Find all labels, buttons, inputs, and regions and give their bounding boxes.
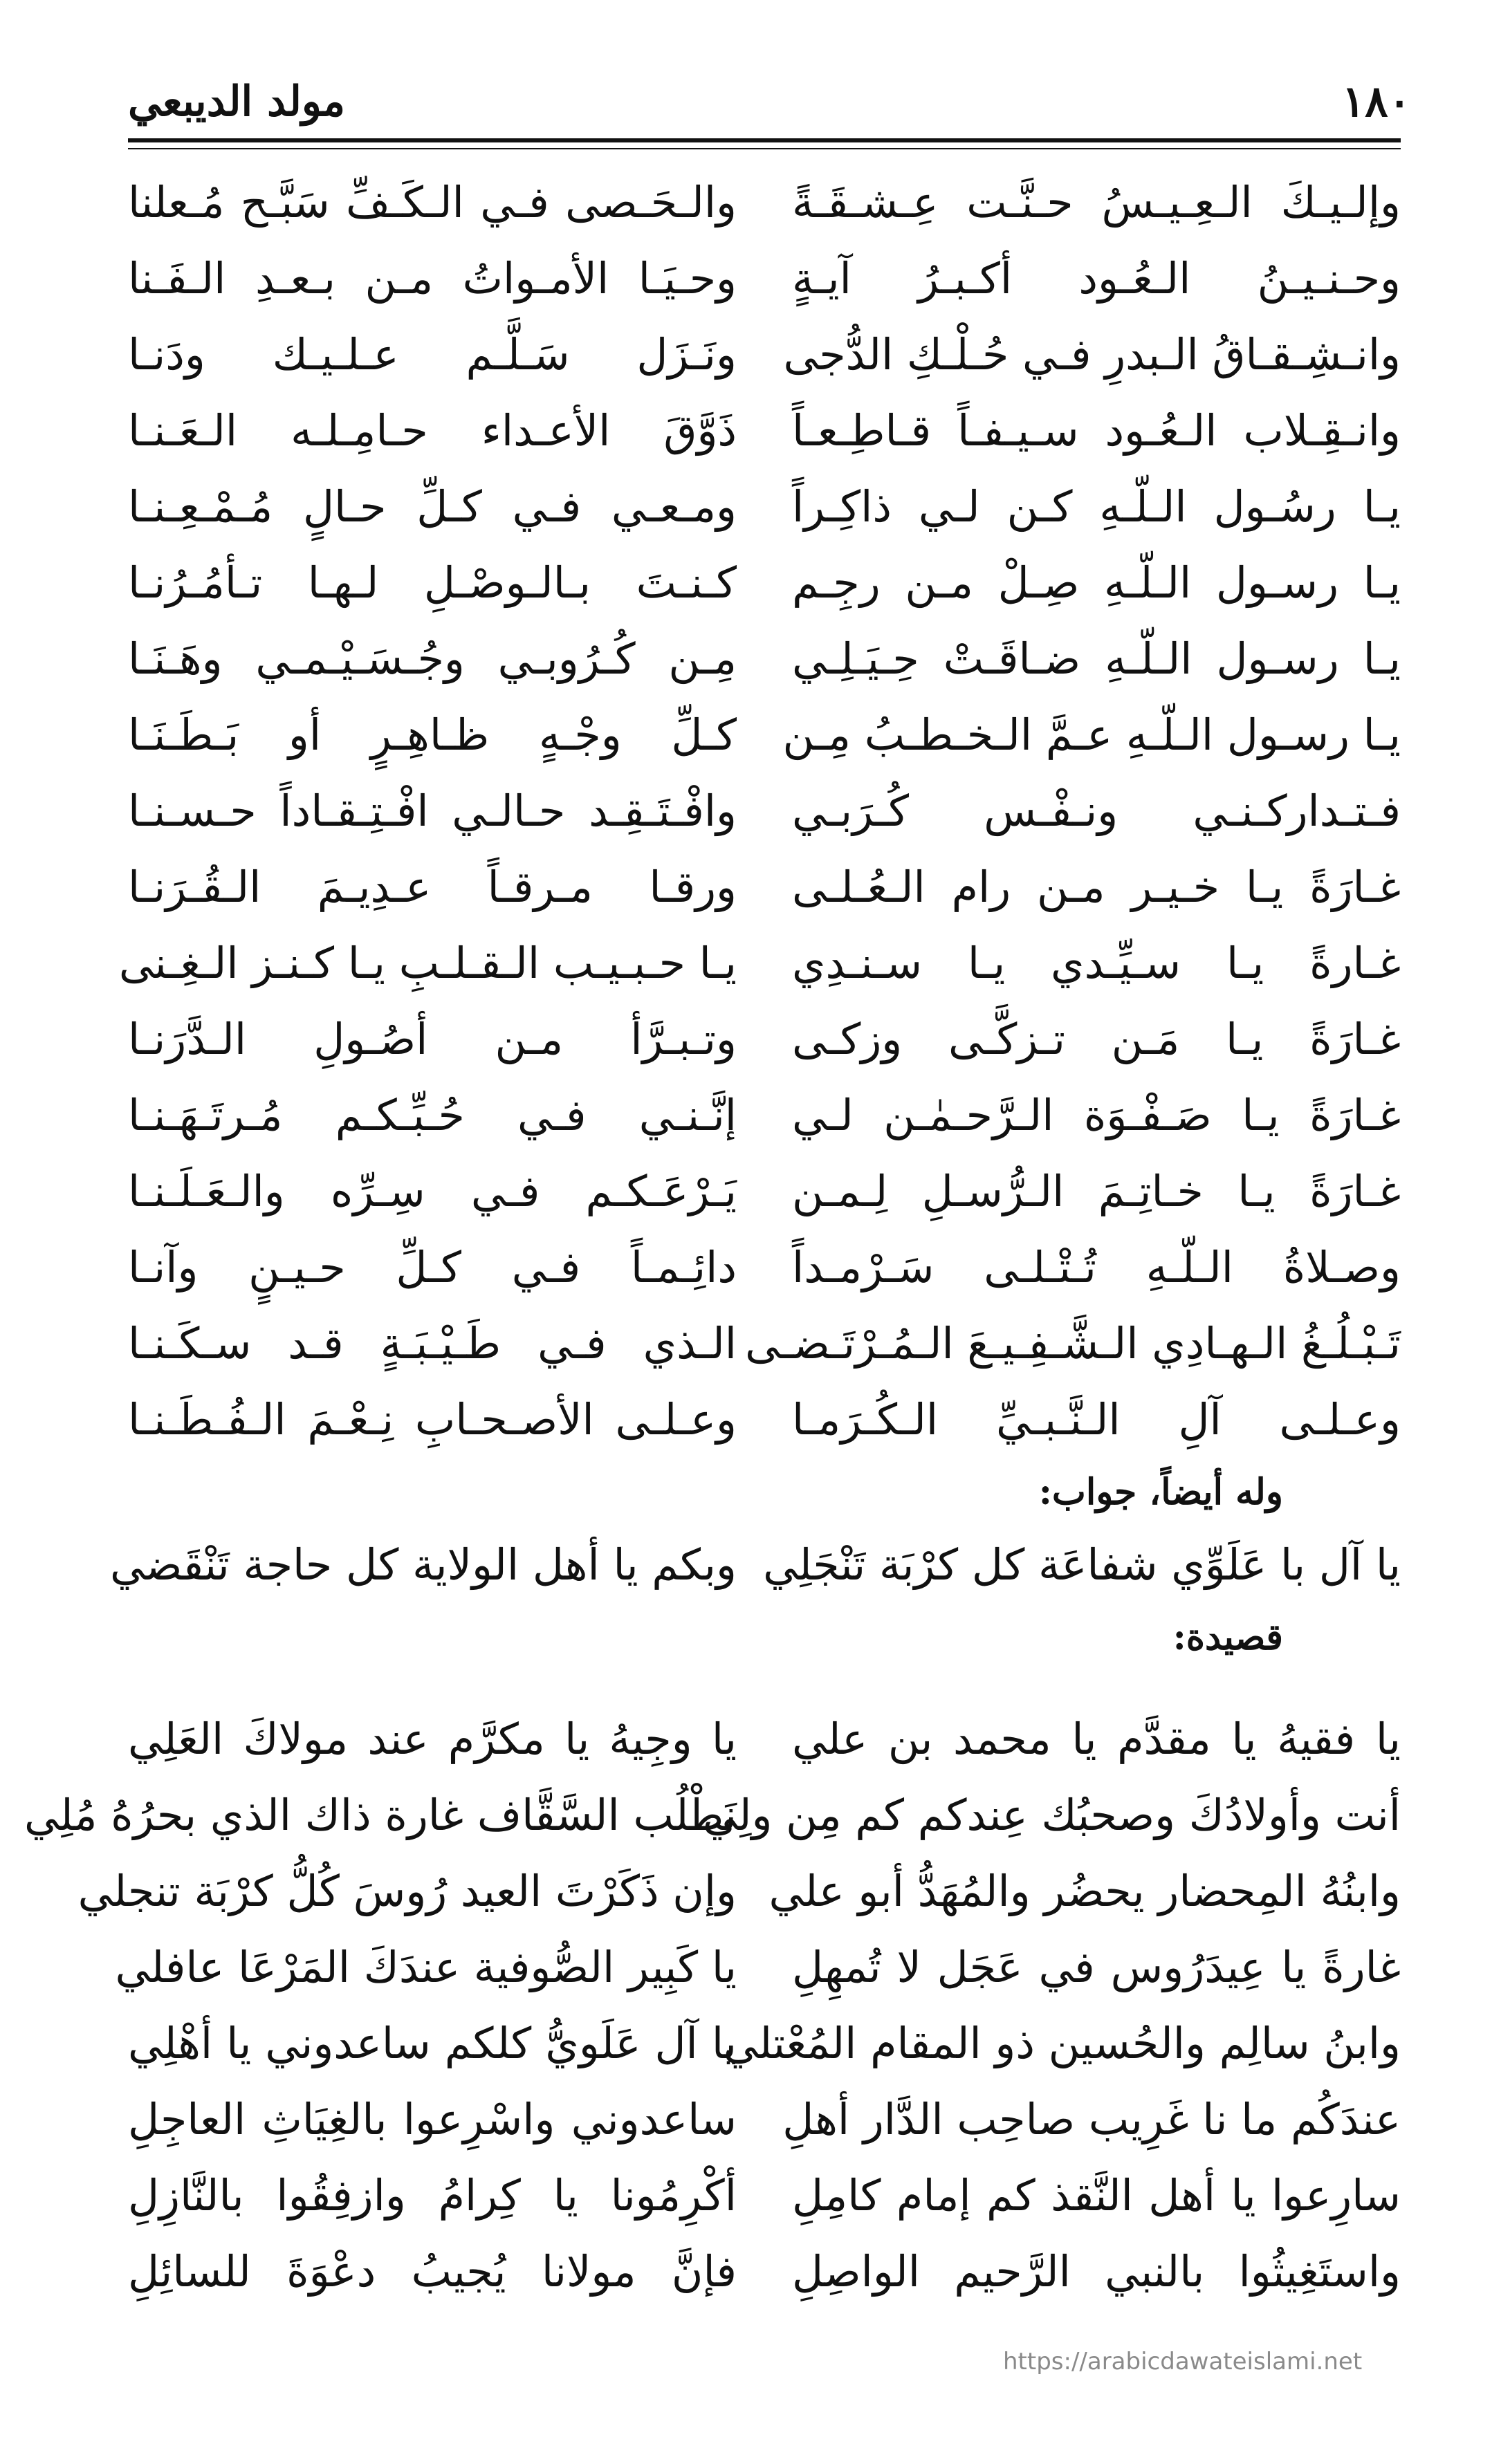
verse-row	[128, 469, 1401, 545]
verse-row	[128, 1306, 1401, 1382]
verse-row	[128, 849, 1401, 925]
verse-first-hemistich: واستَغِيثُوا بالنبي الرَّحيم الواصِلِ	[792, 2246, 1401, 2297]
verse-first-hemistich: وانـقِـلاب الـعُـود سـيـفـاً قـاطِـعـاً	[792, 405, 1401, 456]
verse-second-hemistich: أكْرِمُونا يا كِرامُ وازفِقُوا بالنَّازِلِ	[128, 2170, 737, 2221]
running-title: مولد الديبعي	[128, 77, 346, 126]
verse-second-hemistich: مِـن كُـرُوبـي وجُـسَـيْـمـي وهَـنَـا	[128, 633, 737, 684]
section-heading-answer: وله أيضاً، جواب:	[1038, 1471, 1283, 1513]
verse-row	[128, 697, 1401, 773]
verse-row	[128, 773, 1401, 849]
verse-first-hemistich: غارةً يا عِيدَرُوس في عَجَل لا تُمهِلِ	[792, 1942, 1401, 1992]
verse-first-hemistich: وإلـيـكَ الـعِـيـسُ حـنَّـت عِـشـقَـةً	[792, 177, 1401, 228]
verse-first-hemistich: غـارةً يـا سـيِّـدي يـا سـنـدِي	[792, 938, 1401, 988]
verse-second-hemistich: نَطْلُب السَّقَّاف غارة ذاك الذي بحرُهُ مُلِي	[24, 1790, 737, 1840]
verse-first-hemistich: وحـنـيـنُ الـعُـود أكـبـرُ آيـةٍ	[792, 253, 1401, 304]
verse-row	[128, 2082, 1401, 2158]
page-number: ١٨٠	[1342, 76, 1411, 127]
verse-first-hemistich: يـا رسـول الـلّـهِ عـمَّ الـخـطـبُ مِـن	[782, 710, 1401, 760]
verse-row	[128, 1001, 1401, 1077]
verse-first-hemistich: وابنُهُ المِحضار يحضُر والمُهَدُّ أبو علي	[768, 1866, 1401, 1916]
verse-row	[128, 241, 1401, 317]
verse-second-hemistich: يا آل عَلَويُّ كلكم ساعدوني يا أهْلِي	[128, 2018, 737, 2068]
verse-first-hemistich: سارِعوا يا أهل النَّقذ كم إمام كامِلِ	[792, 2170, 1401, 2221]
verse-row	[128, 545, 1401, 621]
verse-row	[128, 1077, 1401, 1154]
verse-second-hemistich: وتـبـرَّأ مـن أصُـولِ الـدَّرَنـا	[128, 1014, 737, 1064]
verse-first-hemistich: يـا رسـول الـلّـهِ صِـلْ مـن رجِـم	[792, 557, 1401, 608]
verse-row	[128, 1230, 1401, 1306]
verse-second-hemistich: يا كَبِير الصُّوفية عندَكَ المَرْعَا عافلي	[115, 1942, 737, 1992]
page-header	[0, 0, 1510, 145]
verse-first-hemistich: أنت وأولادُكَ وصحبُك عِندكم كم مِن ولِي	[702, 1790, 1401, 1840]
verse-second-hemistich: ونَـزَل سَـلَّـم عـلـيـك ودَنـا	[128, 329, 737, 380]
verse-second-hemistich: ومـعـي فـي كـلِّ حـالٍ مُـمْـعِـنـا	[128, 481, 737, 532]
header-rule-thick	[128, 138, 1401, 142]
verse-row	[128, 2234, 1401, 2310]
verse-first-hemistich: وانـشِـقـاقُ الـبدرِ فـي حُـلْـكِ الدُّجى	[783, 329, 1401, 380]
verse-first-hemistich: غـارَةً يـا صَـفْـوَة الـرَّحـمٰـن لـي	[792, 1090, 1401, 1140]
verse-row	[128, 621, 1401, 697]
verse-second-hemistich: والـحَـصى فـي الـكَـفِّ سَبَّـح مُـعلنا	[128, 177, 737, 228]
verse-second-hemistich: يا وجِيهُ يا مكرَّم عند مولاكَ العَلِي	[128, 1714, 737, 1764]
verse-row	[128, 317, 1401, 393]
verse-second-hemistich: إنَّـنـي فـي حُـبِّـكـم مُـرتَـهَـنـا	[128, 1090, 737, 1140]
verse-row	[128, 2158, 1401, 2234]
verse-second-hemistich: وافْـتَـقِـد حـالـي افْـتِـقـاداً حـسـنـا	[128, 786, 737, 836]
verse-first-hemistich: وصـلاةُ الـلّـهِ تُـتْـلـى سَـرْمـداً	[792, 1242, 1401, 1293]
verse-row	[128, 1701, 1401, 1777]
verse-first-hemistich: يـا رسـول الـلّـهِ ضـاقَـتْ حِـيَـلِـي	[792, 633, 1401, 684]
verse-second-hemistich: دائِـمـاً فـي كـلِّ حـيـنٍ وآنـا	[128, 1242, 737, 1293]
verse-second-hemistich: كـنـتَ بـالـوصْـلِ لـهـا تـأمُـرُنـا	[128, 557, 737, 608]
verse-second-hemistich: وحـيَـا الأمـواتُ مـن بـعـدِ الـفَـنا	[128, 253, 737, 304]
verse-row	[118, 925, 1401, 1001]
verse-second-hemistich: وبكم يا أهل الولاية كل حاجة تَنْقَضي	[110, 1539, 737, 1590]
verse-second-hemistich: وإن ذَكَرْتَ العيد رُوسَ كُلُّ كرْبَة تنجلي	[77, 1866, 737, 1916]
poem-section-3	[24, 1701, 1401, 2310]
section-heading-qasida: قصيدة:	[1172, 1616, 1283, 1658]
verse-second-hemistich: ورقـا مـرقـاً عـدِيـمَ الـقُـرَنـا	[128, 862, 737, 912]
verse-row	[128, 1382, 1401, 1458]
verse-row	[128, 165, 1401, 241]
verse-second-hemistich: فإنَّ مولانا يُجيبُ دعْوَةَ للسائِلِ	[128, 2246, 737, 2297]
verse-first-hemistich: غـارَةً يـا خـيـر مـن رام الـعُـلـى	[792, 862, 1401, 912]
verse-first-hemistich: عندَكُم ما نا غَرِيب صاحِب الدَّار أهلِ	[782, 2094, 1401, 2145]
verse-row	[115, 1929, 1401, 2006]
verse-second-hemistich: يَـرْعَـكـم فـي سِـرِّه والـعَـلَـنـا	[128, 1166, 737, 1216]
source-watermark: https://arabicdawateislami.net	[1003, 2348, 1363, 2375]
verse-row	[128, 393, 1401, 469]
verse-second-hemistich: يـا حـبـيـب الـقـلـبِ يـا كـنـز الـغِـنى	[118, 938, 737, 988]
verse-first-hemistich: وابنُ سالِم والحُسين ذو المقام المُعْتلي	[723, 2018, 1401, 2068]
verse-row	[110, 1527, 1401, 1603]
verse-first-hemistich: يا فقيهُ يا مقدَّم يا محمد بن علي	[792, 1714, 1401, 1764]
verse-first-hemistich: وعـلـى آلِ الـنَّـبـيِّ الـكُـرَمـا	[792, 1394, 1401, 1445]
verse-row	[24, 1777, 1401, 1853]
verse-second-hemistich: الـذي فـي طَـيْـبَـةٍ قـد سـكَـنـا	[128, 1318, 737, 1369]
verse-second-hemistich: كـلِّ وجْـهٍ ظـاهِـرٍ أو بَـطَـنَـا	[128, 710, 737, 760]
verse-first-hemistich: يا آل با عَلَوِّي شفاعَة كل كرْبَة تَنْجَلِي	[763, 1539, 1401, 1590]
verse-first-hemistich: فـتـداركـنـي ونـفْـس كُـرَبـي	[792, 786, 1401, 836]
verse-row	[77, 1853, 1401, 1929]
verse-first-hemistich: غـارَةً يـا مَـن تـزكَّـى وزكـى	[792, 1014, 1401, 1064]
verse-second-hemistich: ساعدوني واسْرِعوا بالغِيَاثِ العاجِلِ	[128, 2094, 737, 2145]
verse-first-hemistich: غـارَةً يـا خـاتِـمَ الـرُّسـلِ لِـمـن	[792, 1166, 1401, 1216]
header-rule-thin	[128, 148, 1401, 149]
verse-row	[128, 2006, 1401, 2082]
verse-first-hemistich: تَـبْـلُـغُ الـهـادِي الـشَّـفِـيـعَ الـمُـرْتَـضـى	[745, 1318, 1401, 1369]
verse-first-hemistich: يـا رسُـول الـلّـهِ كـن لـي ذاكِـراً	[792, 481, 1401, 532]
poem-section-1	[110, 165, 1401, 1672]
verse-second-hemistich: وعـلـى الأصـحـابِ نِـعْـمَ الـفُـطَـنـا	[128, 1394, 737, 1445]
verse-row	[128, 1154, 1401, 1230]
verse-second-hemistich: ذَوَّقَ الأعـداء حـامِـلـه الـعَـنـا	[128, 405, 737, 456]
